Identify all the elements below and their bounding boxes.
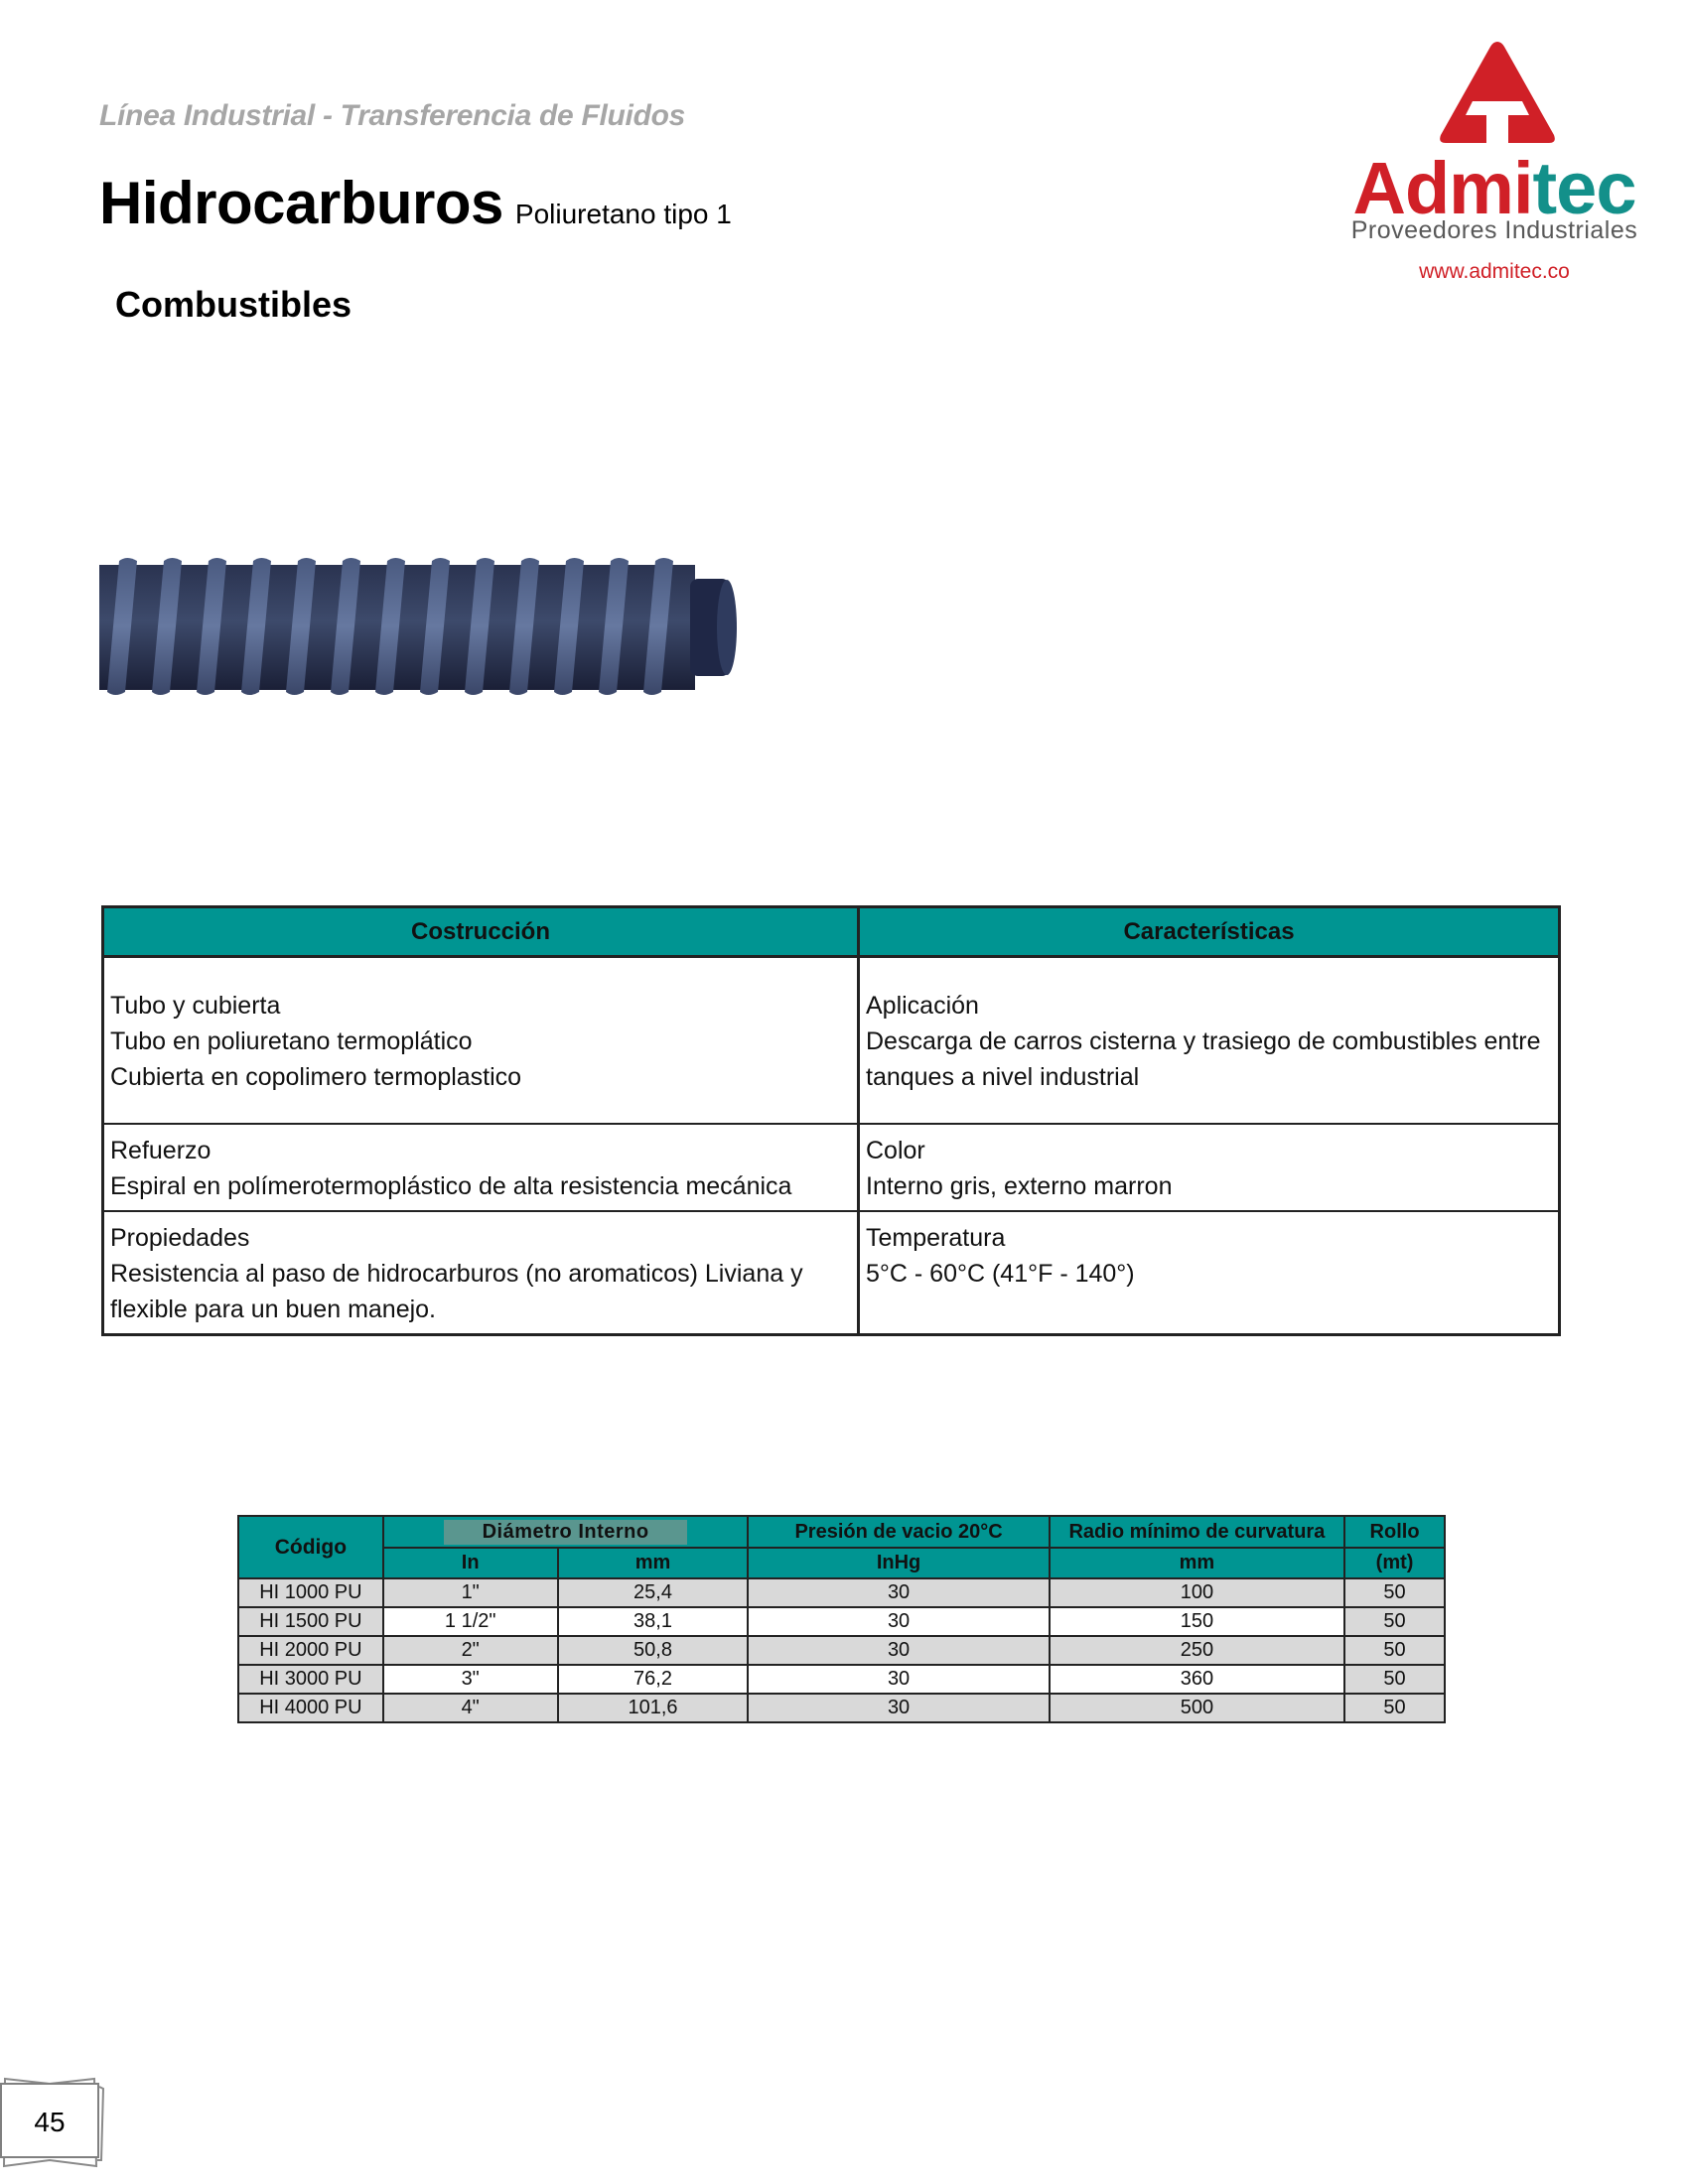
cell-label: Propiedades bbox=[110, 1223, 250, 1252]
cell-presion: 30 bbox=[748, 1636, 1049, 1665]
header-diametro bbox=[383, 1516, 749, 1548]
cell-in: 1 1/2" bbox=[383, 1607, 558, 1636]
cell-refuerzo bbox=[103, 1124, 859, 1211]
cell-mm: 38,1 bbox=[558, 1607, 749, 1636]
product-specs-table bbox=[237, 1515, 1446, 1723]
spiral-hose-image bbox=[99, 541, 740, 705]
cell-label: Temperatura bbox=[866, 1223, 1006, 1252]
header-presion: Presión de vacio 20°C bbox=[748, 1516, 1049, 1548]
cell-rollo: 50 bbox=[1344, 1607, 1445, 1636]
cell-presion: 30 bbox=[748, 1665, 1049, 1694]
cell-radio: 500 bbox=[1050, 1694, 1344, 1722]
cell-codigo: HI 1000 PU bbox=[238, 1578, 383, 1607]
cell-text: Tubo en poliuretano termoplático bbox=[110, 1027, 473, 1055]
page-number: 45 bbox=[0, 2083, 99, 2158]
table-row bbox=[238, 1607, 1445, 1636]
cell-presion: 30 bbox=[748, 1694, 1049, 1722]
construction-characteristics-table bbox=[101, 905, 1561, 1336]
cell-in: 4" bbox=[383, 1694, 558, 1722]
cell-label: Tubo y cubierta bbox=[110, 992, 281, 1020]
logo-tagline: Proveedores Industriales bbox=[1350, 216, 1638, 244]
logo-word-red: Admi bbox=[1352, 147, 1533, 229]
admitec-logo bbox=[1336, 40, 1653, 298]
cell-in: 1" bbox=[383, 1578, 558, 1607]
website-link[interactable]: www.admitec.co bbox=[1419, 260, 1570, 283]
cell-text: Resistencia al paso de hidrocarburos (no aromaticos) Liviana y flexible para un buen manejo. bbox=[110, 1259, 803, 1323]
title-row bbox=[99, 169, 732, 237]
logo-word-teal: tec bbox=[1532, 147, 1636, 229]
header-unit-mt: (mt) bbox=[1344, 1548, 1445, 1578]
header-construccion: Costrucción bbox=[103, 907, 859, 957]
cell-mm: 50,8 bbox=[558, 1636, 749, 1665]
cell-radio: 100 bbox=[1050, 1578, 1344, 1607]
table-row bbox=[238, 1694, 1445, 1722]
cell-rollo: 50 bbox=[1344, 1694, 1445, 1722]
header-rollo: Rollo bbox=[1344, 1516, 1445, 1548]
table-row bbox=[238, 1665, 1445, 1694]
cell-mm: 101,6 bbox=[558, 1694, 749, 1722]
cell-rollo: 50 bbox=[1344, 1665, 1445, 1694]
cell-text: Espiral en polímerotermoplástico de alta resistencia mecánica bbox=[110, 1171, 792, 1200]
header-caracteristicas: Características bbox=[859, 907, 1560, 957]
table-row bbox=[238, 1578, 1445, 1607]
cell-text: Interno gris, externo marron bbox=[866, 1171, 1173, 1200]
header-unit-radio-mm: mm bbox=[1050, 1548, 1344, 1578]
section-kicker: Línea Industrial - Transferencia de Fluidos bbox=[99, 99, 686, 132]
header-unit-inhg: InHg bbox=[748, 1548, 1049, 1578]
subheading: Combustibles bbox=[115, 284, 352, 325]
cell-mm: 25,4 bbox=[558, 1578, 749, 1607]
cell-mm: 76,2 bbox=[558, 1665, 749, 1694]
cell-radio: 360 bbox=[1050, 1665, 1344, 1694]
header-unit-mm: mm bbox=[558, 1548, 749, 1578]
page-title: Hidrocarburos bbox=[99, 170, 503, 236]
cell-rollo: 50 bbox=[1344, 1636, 1445, 1665]
table-row bbox=[238, 1636, 1445, 1665]
cell-aplicacion bbox=[859, 957, 1560, 1124]
cell-label: Aplicación bbox=[866, 992, 979, 1020]
cell-in: 2" bbox=[383, 1636, 558, 1665]
cell-codigo: HI 2000 PU bbox=[238, 1636, 383, 1665]
cell-presion: 30 bbox=[748, 1607, 1049, 1636]
cell-codigo: HI 4000 PU bbox=[238, 1694, 383, 1722]
hose-icon bbox=[99, 541, 740, 705]
cell-temperatura bbox=[859, 1211, 1560, 1335]
table-row bbox=[103, 957, 1560, 1124]
cell-radio: 250 bbox=[1050, 1636, 1344, 1665]
header-codigo: Código bbox=[238, 1516, 383, 1578]
header-radio: Radio mínimo de curvatura bbox=[1050, 1516, 1344, 1548]
cell-in: 3" bbox=[383, 1665, 558, 1694]
cell-codigo: HI 1500 PU bbox=[238, 1607, 383, 1636]
page-number-box bbox=[0, 2073, 109, 2162]
cell-color bbox=[859, 1124, 1560, 1211]
table-row bbox=[103, 1124, 1560, 1211]
table-row bbox=[103, 1211, 1560, 1335]
cell-text: 5°C - 60°C (41°F - 140°) bbox=[866, 1259, 1135, 1288]
header-diametro-label: Diámetro Interno bbox=[444, 1520, 687, 1545]
triangle-t-logo-icon bbox=[1438, 40, 1557, 147]
cell-codigo: HI 3000 PU bbox=[238, 1665, 383, 1694]
cell-text: Descarga de carros cisterna y trasiego de combustibles entre tanques a nivel industrial bbox=[866, 1027, 1541, 1091]
cell-radio: 150 bbox=[1050, 1607, 1344, 1636]
page-subtitle: Poliuretano tipo 1 bbox=[514, 199, 732, 229]
cell-presion: 30 bbox=[748, 1578, 1049, 1607]
cell-rollo: 50 bbox=[1344, 1578, 1445, 1607]
cell-label: Color bbox=[866, 1136, 925, 1164]
cell-label: Refuerzo bbox=[110, 1136, 211, 1164]
cell-propiedades bbox=[103, 1211, 859, 1335]
cell-text: Cubierta en copolimero termoplastico bbox=[110, 1063, 522, 1091]
header-unit-in: In bbox=[383, 1548, 558, 1578]
cell-tubo-cubierta bbox=[103, 957, 859, 1124]
